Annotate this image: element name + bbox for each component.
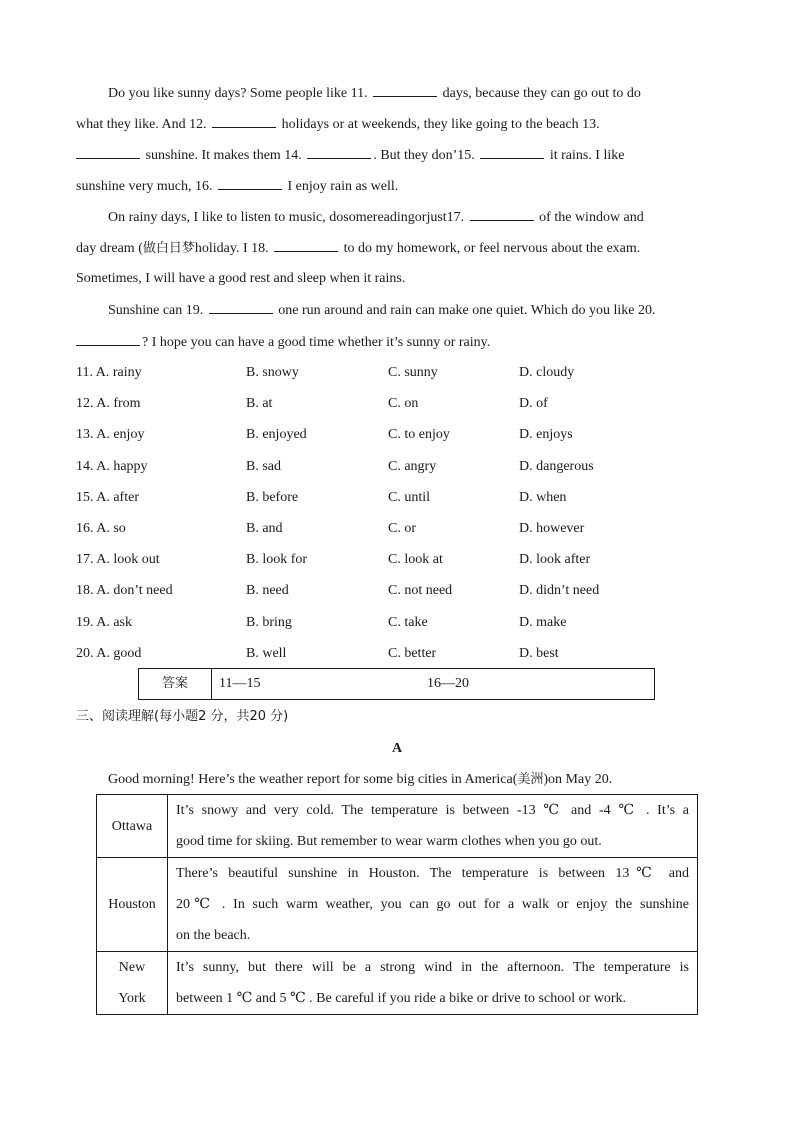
blank-15 [480,146,544,159]
option-c: C. on [388,396,419,412]
description-line: on the beach. [176,928,251,943]
city-name [97,952,168,1015]
option-row [76,645,676,663]
text: Do you like sunny days? Some people like 11. [108,86,372,101]
option-c: C. look at [388,552,443,568]
option-d: D. when [519,489,567,505]
text: days, because they can go out to do [439,86,641,101]
option-d: D. look after [519,552,591,568]
weather-row [97,795,698,858]
option-c: C. better [388,645,437,661]
option-row [76,426,676,444]
city-name-line: Ottawa [111,818,153,834]
option-a: 12. A. from [76,396,141,412]
weather-description [168,858,698,952]
blank-13 [76,146,140,159]
cloze-line [76,115,718,134]
cloze-line [76,333,718,352]
text: ? I hope you can have a good time whether it’s sunny or rainy. [142,335,491,350]
option-a: 16. A. so [76,521,126,536]
answer-box [138,668,655,700]
weather-row [97,858,698,952]
blank-16 [218,177,282,190]
text: . But they don’15. [373,148,479,163]
option-d: D. of [519,396,548,412]
text: Good morning! Here’s the weather report for some big cities in America( [108,772,518,787]
passage-heading: A [391,741,403,756]
option-b: B. well [246,645,287,661]
option-c: C. sunny [388,365,438,380]
option-row [76,551,676,569]
text: what they like. And 12. [76,117,211,132]
city-name [97,858,168,952]
option-a: 13. A. enjoy [76,427,145,443]
option-c: C. angry [388,458,437,474]
option-b: B. at [246,396,273,412]
option-d: D. best [519,645,559,661]
option-a: 19. A. ask [76,614,132,630]
blank-18 [274,239,338,252]
blank-20 [76,333,140,346]
option-c: C. take [388,614,428,630]
cloze-line [76,239,718,258]
description-line: It’s sunny, but there will be a strong wind in the afternoon. The temperature is [176,960,689,975]
cloze-line [108,84,718,103]
option-d: D. dangerous [519,458,594,474]
option-b: B. bring [246,614,292,630]
option-a: 11. A. rainy [76,365,142,380]
option-row [76,458,676,476]
text: to do my homework, or feel nervous about the exam. [340,241,641,256]
option-a: 17. A. look out [76,552,160,568]
text: Sunshine can 19. [108,303,207,318]
option-a: 15. A. after [76,489,139,505]
text: day dream ( [76,241,143,256]
text: one run around and rain can make one quiet. Which do you like 20. [274,303,656,318]
option-d: D. however [519,521,585,536]
description-line: between 1 ℃ and 5 ℃ . Be careful if you ride a bike or drive to school or work. [176,991,627,1006]
cloze-line [76,270,718,288]
description-line: It’s snowy and very cold. The temperature is between -13 ℃ and -4 ℃ . It’s a [176,803,689,818]
weather-intro [108,771,718,789]
section-title: 三、阅读理解(每小题2 分，共20 分) [76,709,289,724]
blank-19 [209,301,273,314]
blank-14 [307,146,371,159]
option-b: B. look for [246,552,308,568]
option-b: B. and [246,521,283,536]
chinese-gloss: 做白日梦 [142,241,195,256]
text: sunshine very much, 16. [76,179,216,194]
answer-range-16-20: 16—20 [427,676,469,691]
weather-table [96,794,698,1015]
option-row [76,489,676,507]
cloze-line [108,208,718,227]
text: it rains. I like [546,148,625,163]
weather-description [168,795,698,858]
option-c: C. until [388,489,431,505]
city-name-line: Houston [108,897,156,912]
city-name-line: York [118,991,146,1006]
text: Sometimes, I will have a good rest and sleep when it rains. [76,271,406,286]
text: sunshine. It makes them 14. [142,148,306,163]
blank-17 [470,208,534,221]
weather-description [168,952,698,1015]
option-row [76,520,676,538]
option-row [76,582,676,600]
option-a: 20. A. good [76,645,142,661]
option-c: C. or [388,521,416,536]
blank-12 [212,115,276,128]
option-b: B. before [246,489,299,505]
city-name [97,795,168,858]
option-a: 18. A. don’t need [76,583,173,599]
city-name-line: New [118,960,146,975]
option-a: 14. A. happy [76,458,148,474]
option-b: B. sad [246,458,281,474]
option-c: C. to enjoy [388,427,450,443]
option-b: B. enjoyed [246,427,307,443]
option-d: D. make [519,614,567,630]
description-line: 20℃ . In such warm weather, you can go out for a walk or enjoy the sunshine [176,897,689,912]
description-line: good time for skiing. But remember to wear warm clothes when you go out. [176,834,602,849]
text: On rainy days, I like to listen to music, dosomereadingorjust17. [108,210,468,225]
cloze-line [108,301,718,320]
cloze-line [76,146,718,165]
blank-11 [373,84,437,97]
description-line: There’s beautiful sunshine in Houston. The temperature is between 13℃ and [176,866,689,881]
weather-row [97,952,698,1015]
option-d: D. cloudy [519,365,575,380]
text: of the window and [535,210,644,225]
text: holidays or at weekends, they like going to the beach 13. [278,117,600,132]
text: I enjoy rain as well. [283,179,399,194]
option-row [76,364,676,382]
cloze-line [76,177,718,196]
chinese-gloss: 美洲 [517,772,544,787]
text: holiday. I 18. [194,241,273,256]
answer-range-11-15: 11—15 [219,676,261,691]
option-row [76,614,676,632]
option-c: C. not need [388,583,453,599]
option-b: B. snowy [246,365,299,380]
option-d: D. didn’t need [519,583,600,599]
option-d: D. enjoys [519,427,573,443]
option-b: B. need [246,583,289,599]
option-row [76,395,676,413]
text: )on May 20. [543,772,613,787]
answer-label: 答案 [139,669,212,699]
